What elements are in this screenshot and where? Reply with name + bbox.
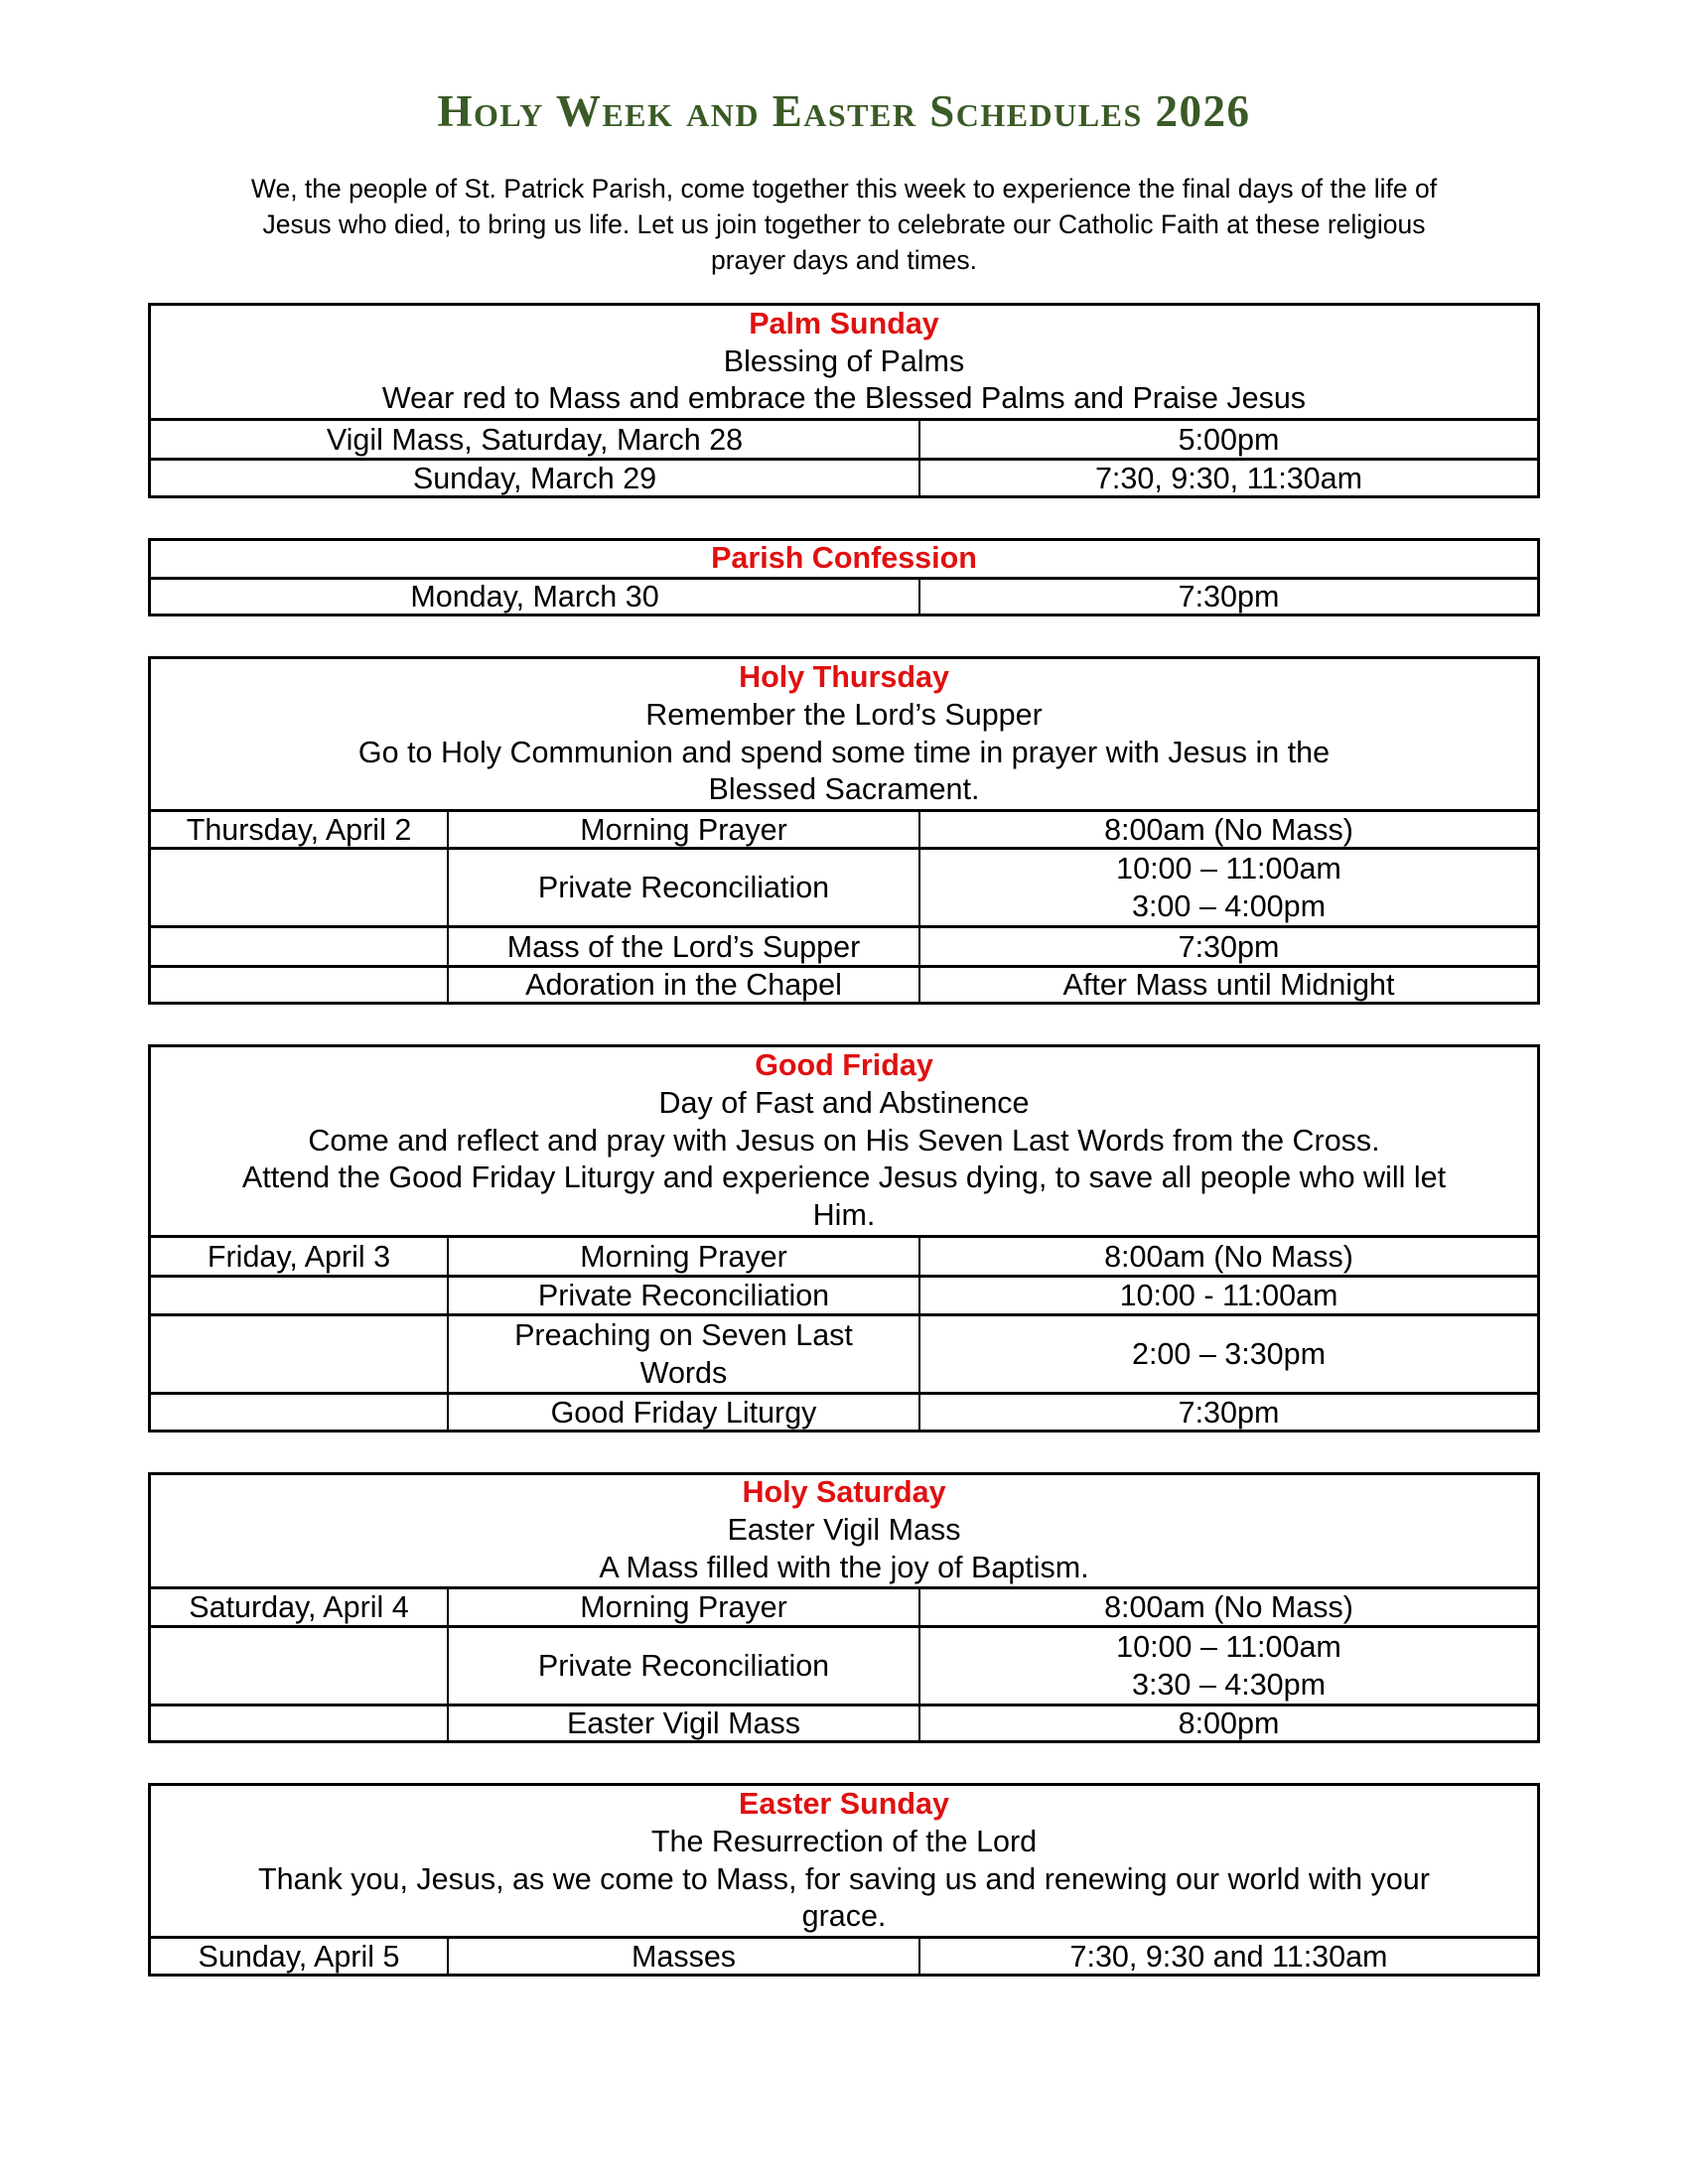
cell-text: 7:30, 9:30 and 11:30am xyxy=(1069,1939,1388,1974)
cell-text: 10:00 – 11:00am xyxy=(1116,1630,1341,1664)
cell-text: Private Reconciliation xyxy=(537,1279,830,1312)
cell-text: Friday, April 3 xyxy=(207,1239,391,1274)
section-description: Blessing of Palms xyxy=(723,343,965,378)
day-cell xyxy=(151,812,447,847)
cell-text: Monday, March 30 xyxy=(410,580,659,614)
schedule-header xyxy=(151,541,1537,577)
day-cell xyxy=(151,968,447,1002)
schedule-row xyxy=(151,1235,1537,1275)
schedule-row xyxy=(151,458,1537,495)
cell-text: Private Reconciliation xyxy=(537,871,830,904)
time-cell xyxy=(918,1316,1537,1392)
schedule-row xyxy=(151,1392,1537,1430)
schedule-row xyxy=(151,418,1537,458)
activity-cell xyxy=(447,1589,918,1625)
schedule-table-parish-confession xyxy=(148,538,1540,616)
schedule-row xyxy=(151,1625,1537,1704)
time-cell xyxy=(918,928,1537,965)
time-cell xyxy=(918,812,1537,847)
activity-cell xyxy=(447,850,918,925)
section-title: Easter Sunday xyxy=(739,1787,949,1822)
cell-text: After Mass until Midnight xyxy=(1062,968,1395,1002)
time-cell xyxy=(918,1238,1537,1275)
section-description: A Mass filled with the joy of Baptism. xyxy=(599,1550,1089,1584)
schedule-table-holy-saturday xyxy=(148,1472,1540,1743)
activity-cell xyxy=(447,812,918,847)
cell-text: Saturday, April 4 xyxy=(189,1590,409,1624)
time-cell xyxy=(918,1706,1537,1740)
cell-text: Easter Vigil Mass xyxy=(566,1706,801,1740)
cell-text: Good Friday Liturgy xyxy=(550,1395,817,1430)
section-description: grace. xyxy=(801,1899,887,1934)
section-description: Him. xyxy=(812,1198,876,1233)
cell-text: Preaching on Seven Last xyxy=(514,1318,853,1352)
day-cell xyxy=(151,1278,447,1313)
cell-text: Morning Prayer xyxy=(580,1239,787,1274)
activity-cell xyxy=(447,1706,918,1740)
section-title: Parish Confession xyxy=(711,541,977,576)
section-description: Thank you, Jesus, as we come to Mass, for saving us and renewing our world with your xyxy=(258,1861,1430,1896)
time-cell xyxy=(918,850,1537,925)
time-cell xyxy=(918,1939,1537,1974)
day-cell xyxy=(151,421,918,458)
cell-text: 10:00 - 11:00am xyxy=(1119,1279,1338,1312)
schedule-header xyxy=(151,1047,1537,1235)
activity-cell xyxy=(447,1316,918,1392)
schedule-row xyxy=(151,1275,1537,1313)
day-cell xyxy=(151,1628,447,1704)
cell-text: 7:30, 9:30, 11:30am xyxy=(1094,461,1363,495)
section-description: Blessed Sacrament. xyxy=(708,772,980,807)
cell-text: 7:30pm xyxy=(1178,1395,1280,1430)
cell-text: 3:00 – 4:00pm xyxy=(1131,889,1326,923)
schedule-header xyxy=(151,306,1537,418)
schedule-row xyxy=(151,809,1537,847)
intro-line: Jesus who died, to bring us life. Let us join together to celebrate our Catholic Faith at these religious xyxy=(262,209,1426,239)
section-title: Holy Saturday xyxy=(742,1475,946,1510)
cell-text: Private Reconciliation xyxy=(537,1649,830,1683)
activity-cell xyxy=(447,1939,918,1974)
section-title: Palm Sunday xyxy=(749,306,939,341)
cell-text: 2:00 – 3:30pm xyxy=(1131,1337,1326,1371)
schedule-row xyxy=(151,1704,1537,1740)
day-cell xyxy=(151,850,447,925)
schedule-row xyxy=(151,1586,1537,1625)
activity-cell xyxy=(447,1238,918,1275)
activity-cell xyxy=(447,1278,918,1313)
section-description: Remember the Lord’s Supper xyxy=(645,697,1043,732)
activity-cell xyxy=(447,928,918,965)
intro-line: prayer days and times. xyxy=(710,245,978,275)
activity-cell xyxy=(447,1395,918,1430)
schedule-row xyxy=(151,1936,1537,1974)
schedule-table-good-friday xyxy=(148,1044,1540,1433)
day-cell xyxy=(151,580,918,614)
time-cell xyxy=(918,1589,1537,1625)
time-cell xyxy=(918,968,1537,1002)
time-cell xyxy=(918,1395,1537,1430)
cell-text: 8:00pm xyxy=(1178,1706,1280,1740)
cell-text: Adoration in the Chapel xyxy=(525,968,842,1002)
section-description: Attend the Good Friday Liturgy and experience Jesus dying, to save all people who will let xyxy=(241,1160,1447,1195)
section-title: Good Friday xyxy=(755,1048,933,1083)
schedule-row xyxy=(151,965,1537,1002)
cell-text: 3:30 – 4:30pm xyxy=(1131,1668,1326,1702)
cell-text: 10:00 – 11:00am xyxy=(1116,852,1341,886)
time-cell xyxy=(918,1628,1537,1704)
cell-text: Thursday, April 2 xyxy=(186,812,412,847)
section-description: Day of Fast and Abstinence xyxy=(658,1085,1030,1120)
cell-text: Masses xyxy=(631,1939,737,1974)
day-cell xyxy=(151,1939,447,1974)
cell-text: 8:00am (No Mass) xyxy=(1104,1239,1353,1274)
schedule-row xyxy=(151,577,1537,614)
cell-text: 8:00am (No Mass) xyxy=(1104,812,1353,847)
schedule-header xyxy=(151,1786,1537,1936)
activity-cell xyxy=(447,968,918,1002)
day-cell xyxy=(151,1706,447,1740)
day-cell xyxy=(151,461,918,495)
page-title: Holy Week and Easter Schedules 2026 xyxy=(437,86,1251,136)
day-cell xyxy=(151,1316,447,1392)
day-cell xyxy=(151,1395,447,1430)
intro-paragraph xyxy=(99,171,1589,278)
schedule-row xyxy=(151,1313,1537,1392)
activity-cell xyxy=(447,1628,918,1704)
cell-text: Sunday, April 5 xyxy=(198,1939,400,1974)
cell-text: Morning Prayer xyxy=(580,1590,787,1624)
schedule-header xyxy=(151,659,1537,809)
schedule-table-easter-sunday xyxy=(148,1783,1540,1977)
time-cell xyxy=(918,421,1537,458)
day-cell xyxy=(151,1589,447,1625)
section-description: Wear red to Mass and embrace the Blessed Palms and Praise Jesus xyxy=(381,381,1307,416)
schedule-row xyxy=(151,847,1537,925)
schedule-table-holy-thursday xyxy=(148,656,1540,1005)
section-description: Go to Holy Communion and spend some time in prayer with Jesus in the xyxy=(357,735,1331,769)
section-description: The Resurrection of the Lord xyxy=(650,1824,1038,1858)
schedule-table-palm-sunday xyxy=(148,303,1540,498)
time-cell xyxy=(918,461,1537,495)
section-description: Easter Vigil Mass xyxy=(727,1513,961,1548)
day-cell xyxy=(151,1238,447,1275)
cell-text: 7:30pm xyxy=(1178,580,1280,614)
cell-text: Morning Prayer xyxy=(580,812,787,847)
section-title: Holy Thursday xyxy=(739,660,949,695)
cell-text: 7:30pm xyxy=(1178,929,1280,964)
intro-line: We, the people of St. Patrick Parish, come together this week to experience the final days of the life of xyxy=(250,174,1438,204)
schedule-row xyxy=(151,925,1537,965)
schedule-header xyxy=(151,1475,1537,1586)
cell-text: Words xyxy=(639,1356,728,1390)
day-cell xyxy=(151,928,447,965)
time-cell xyxy=(918,580,1537,614)
cell-text: 8:00am (No Mass) xyxy=(1104,1590,1353,1624)
cell-text: Mass of the Lord’s Supper xyxy=(506,929,861,964)
section-description: Come and reflect and pray with Jesus on His Seven Last Words from the Cross. xyxy=(308,1123,1380,1158)
time-cell xyxy=(918,1278,1537,1313)
cell-text: Sunday, March 29 xyxy=(412,461,657,495)
cell-text: 5:00pm xyxy=(1178,422,1280,457)
cell-text: Vigil Mass, Saturday, March 28 xyxy=(326,422,744,457)
